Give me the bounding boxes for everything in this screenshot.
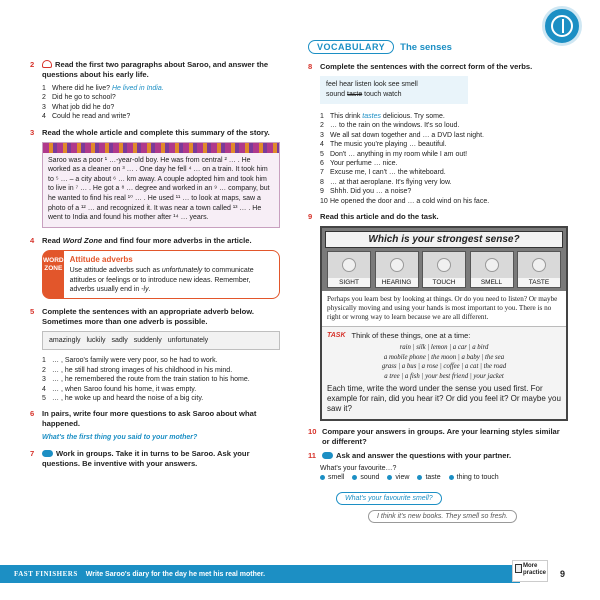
more-practice-link[interactable]: More practice xyxy=(512,560,548,582)
speech-bubble-answer: I think it's new books. They smell so fresh. xyxy=(368,510,517,523)
task-question: Each time, write the word under the sense you used first. For example for rain, did you hear it? Or did you feel it? Or maybe you saw it? xyxy=(327,384,561,414)
sentence-row: 4 The music you're playing … beautiful. xyxy=(320,141,447,149)
smell-tile: SMELL xyxy=(470,251,514,288)
adverb-word-bank: amazingly luckily sadly suddenly unfortunately xyxy=(42,331,280,350)
hand-icon xyxy=(423,252,465,278)
sentence-row: 8 … at that aeroplane. It's flying very low. xyxy=(320,178,452,186)
question-row: 4 Could he read and write? xyxy=(42,113,131,121)
exercise-10-instruction: 10 Compare your answers in groups. Are your learning styles similar or different? xyxy=(308,427,560,447)
sentence-row: 6 Your perfume … nice. xyxy=(320,160,398,168)
sentence-row: 10 He opened the door and … a cold wind on his face. xyxy=(320,197,490,205)
sentence-row: 3 We all sat down together and … a DVD last night. xyxy=(320,131,484,139)
sentence-row: 1 … , Saroo's family were very poor, so he had to work. xyxy=(42,357,218,365)
exercise-3-instruction: 3 Read the whole article and complete this summary of the story. xyxy=(30,127,270,137)
exercise-5-instruction: 5 Complete the sentences with an appropriate adverb below. Sometimes more than one adverb is possible. xyxy=(30,307,254,327)
vocabulary-header xyxy=(308,40,568,54)
question-row: 2 Did he go to school? xyxy=(42,94,116,102)
vocabulary-subtitle: The senses xyxy=(400,41,452,53)
exercise-9-instruction: 9 Read this article and do the task. xyxy=(308,212,439,222)
sight-tile: SIGHT xyxy=(327,251,371,288)
ear-icon xyxy=(376,252,418,278)
right-column xyxy=(308,40,568,523)
bullet-icon xyxy=(320,475,325,480)
left-column xyxy=(30,60,280,473)
sentence-row: 3 … , he remembered the route from the train station to his home. xyxy=(42,376,250,384)
speaking-icon xyxy=(42,450,53,457)
eye-icon xyxy=(328,252,370,278)
task-word-list: rain | silk | lemon | a car | a bird a mobile phone | the moon | a baby | the sea grass | a bus | a rose | coffee | a cat | the road a tree | a fish | your best friend | your jacket xyxy=(381,344,507,380)
sentence-row: 5 … , he woke up and heard the noise of a big city. xyxy=(42,395,204,403)
mouth-icon xyxy=(518,252,560,278)
question-row: 3 What job did he do? xyxy=(42,103,115,111)
sentence-row: 4 … , when Saroo found his home, it was empty. xyxy=(42,385,197,393)
exercise-11-instruction: 11 Ask and answer the questions with your partner. xyxy=(308,451,512,461)
summary-text: Saroo was a poor ¹ …-year-old boy. He was from central ² … . He worked as a cleaner on ³ … . One day he fell ⁴ … on a train. It took him to ⁵ … – a city about ⁶ … km away. A couple adopted him and took him to live in ⁷ … . He got a ⁸ … degree and worked in an ⁹ … company, but he wanted to find his real ¹⁰ … . He used ¹¹ … to look at maps, saw a photo of a ¹² … and recognized it. It was near a town called ¹³ … . He went to India and found his mother after ¹⁴ … years. xyxy=(48,156,270,222)
fast-finishers-label: FAST FINISHERS xyxy=(14,570,78,578)
word-zone-box xyxy=(42,250,280,300)
exercise-number: 2 xyxy=(30,60,35,69)
question-row: 1 Where did he live? He lived in India. xyxy=(42,85,164,92)
sentence-row: 1 This drink tastes delicious. Try some. xyxy=(320,113,445,120)
bullet-icon xyxy=(417,475,422,480)
sentence-row: 7 Excuse me, I can't … the whiteboard. xyxy=(320,169,446,177)
sentence-row: 9 Shhh. Did you … a noise? xyxy=(320,188,412,196)
vocabulary-pill: VOCABULARY xyxy=(308,40,394,54)
article-title: Which is your strongest sense? xyxy=(325,231,563,248)
exercise-8-instruction: 8 Complete the sentences with the correct form of the verbs. xyxy=(308,62,533,71)
option-item: thing to touch xyxy=(449,474,499,481)
bullet-icon xyxy=(352,475,357,480)
task-heading: Think of these things, one at a time: xyxy=(351,331,471,341)
option-item: taste xyxy=(417,474,440,481)
exercise-6-example: What's the first thing you said to your mother? xyxy=(42,434,198,442)
sentence-row: 2 … , he still had strong images of his childhood in his mind. xyxy=(42,366,233,374)
exercise-7-instruction: 7 Work in groups. Take it in turns to be Saroo. Ask your questions. Be inventive with your answers. xyxy=(30,448,250,468)
option-item: smell xyxy=(320,474,344,481)
page-number: 9 xyxy=(560,569,566,579)
option-item: sound xyxy=(352,474,379,481)
taste-tile: TASTE xyxy=(517,251,561,288)
task-box xyxy=(322,326,566,419)
exercise-6-instruction: 6 In pairs, write four more questions to ask Saroo about what happened. xyxy=(30,409,257,429)
sense-tiles xyxy=(325,248,563,288)
speaking-icon xyxy=(322,452,333,459)
exercise-5-sentences xyxy=(42,356,280,403)
favourite-prompt: What's your favourite…? xyxy=(320,465,397,473)
word-zone-tag: WORD ZONE xyxy=(43,251,64,299)
bullet-icon xyxy=(449,475,454,480)
touch-tile: TOUCH xyxy=(422,251,466,288)
nose-icon xyxy=(471,252,513,278)
senses-article xyxy=(320,226,568,421)
task-label: TASK xyxy=(327,332,346,340)
bullet-icon xyxy=(387,475,392,480)
summary-box xyxy=(42,142,280,228)
exercise-2-questions xyxy=(42,84,280,122)
listening-icon xyxy=(42,60,52,68)
word-zone-text: Use attitude adverbs such as unfortunately to communicate attitudes or feelings or to introduce new ideas. Remember, adverbs usually end in -ly. xyxy=(69,267,254,293)
sentence-row: 2 … to the rain on the windows. It's so loud. xyxy=(320,122,460,130)
decorative-pattern xyxy=(43,143,279,153)
article-intro: Perhaps you learn best by looking at things. Or do you need to listen? Or maybe physically moving and using your hands is most important to you. There is no right or wrong way to learn because we are all different. xyxy=(322,291,566,326)
verb-word-bank: feel hear listen look see smell sound taste touch watch xyxy=(320,76,468,104)
word-zone-title: Attitude adverbs xyxy=(69,254,133,264)
fast-finishers-text: Write Saroo's diary for the day he met his real mother. xyxy=(85,570,266,578)
exercise-8-sentences xyxy=(320,112,568,206)
option-item: view xyxy=(387,474,409,481)
example-answer: He lived in India. xyxy=(111,85,164,92)
workbook-icon xyxy=(515,564,522,573)
sentence-row: 5 Don't … anything in my room while I am out! xyxy=(320,150,468,158)
exercise-2-instruction: 2 Read the first two paragraphs about Saroo, and answer the questions about his early life. xyxy=(30,60,269,79)
speech-bubble-question: What's your favourite smell? xyxy=(336,492,442,505)
favourite-options xyxy=(320,474,568,481)
exercise-4-instruction: 4 Read Word Zone and find four more adverbs in the article. xyxy=(30,235,252,245)
fast-finishers-bar xyxy=(0,565,520,583)
hearing-tile: HEARING xyxy=(375,251,419,288)
